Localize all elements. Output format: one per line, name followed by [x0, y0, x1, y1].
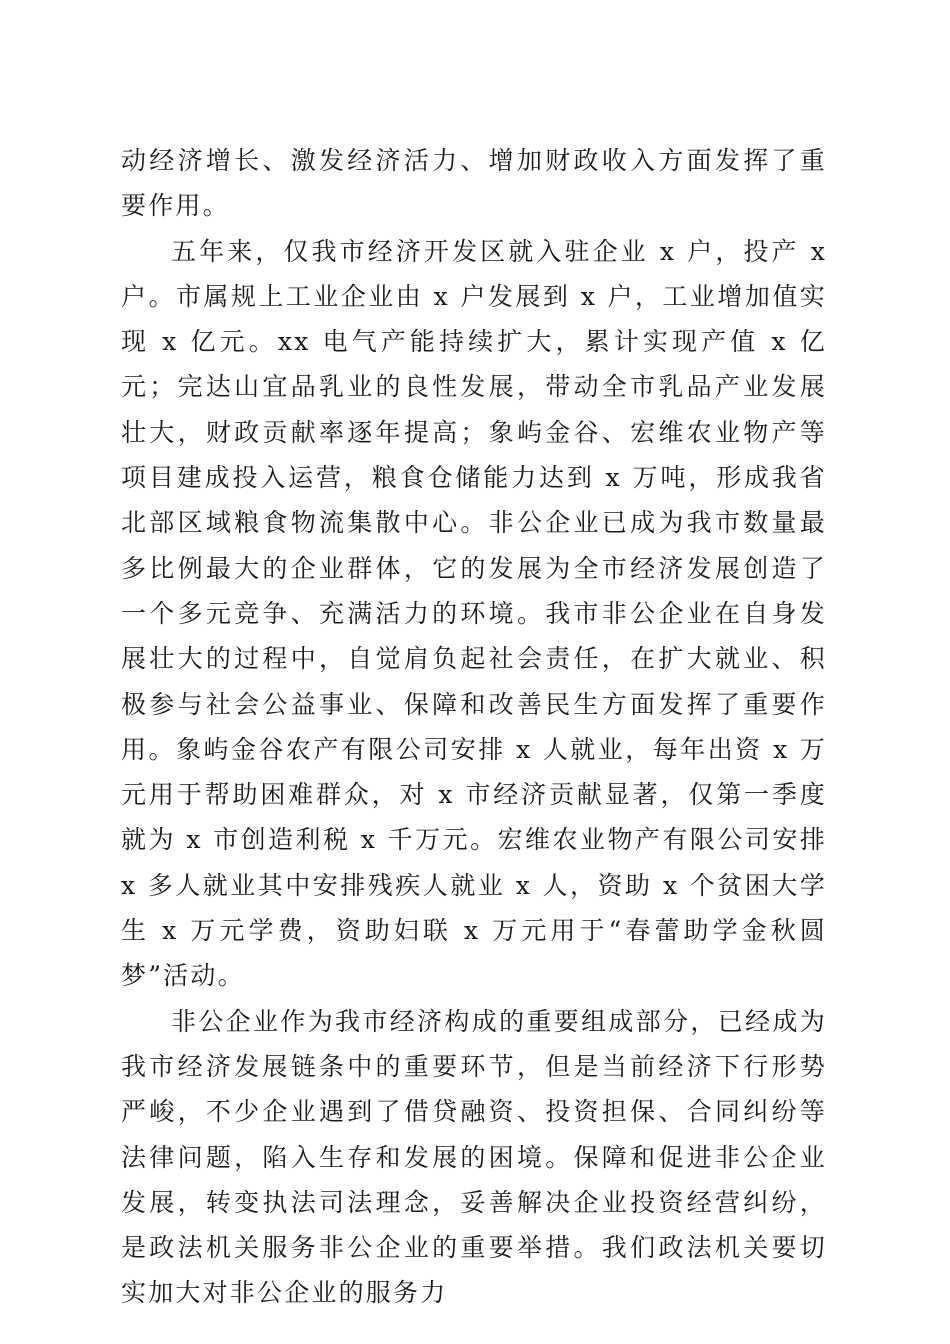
paragraph-economic-achievements: 五年来，仅我市经济开发区就入驻企业 x 户，投产 x 户。市属规上工业企业由 x 户发展到 x 户，工业增加值实现 x 亿元。xx 电气产能持续扩大，累计实现产值 x 亿元；完达山宜品乳业的良性发展，带动全市乳品产业发展壮大，财政贡献率逐年提高；象屿金谷、宏维农业物产等项目建成投入运营，粮食仓储能力达到 x 万吨，形成我省北部区域粮食物流集散中心。非公企业已成为我市数量最多比例最大的企业群体，它的发展为全市经济发展创造了一个多元竞争、充满活力的环境。我市非公企业在自身发展壮大的过程中，自觉肩负起社会责任，在扩大就业、积极参与社会公益事业、保障和改善民生方面发挥了重要作用。象屿金谷农产有限公司安排 x 人就业，每年出资 x 万元用于帮助困难群众，对 x 市经济贡献显著，仅第一季度就为 x 市创造利税 x 千万元。宏维农业物产有限公司安排 x 多人就业其中安排残疾人就业 x 人，资助 x 个贫困大学生 x 万元学费，资助妇联 x 万元用于“春蕾助学金秋圆梦”活动。: [121, 236, 827, 991]
document-body: [121, 138, 827, 1316]
paragraph-continuation: 动经济增长、激发经济活力、增加财政收入方面发挥了重要作用。: [121, 146, 827, 221]
paragraph-legal-services: 非公企业作为我市经济构成的重要组成部分，已经成为我市经济发展链条中的重要环节，但是当前经济下行形势严峻，不少企业遇到了借贷融资、投资担保、合同纠纷等法律问题，陷入生存和发展的困境。保障和促进非公企业发展，转变执法司法理念，妥善解决企业投资经营纠纷，是政法机关服务非公企业的重要举措。我们政法机关要切实加大对非公企业的服务力: [121, 1006, 827, 1308]
